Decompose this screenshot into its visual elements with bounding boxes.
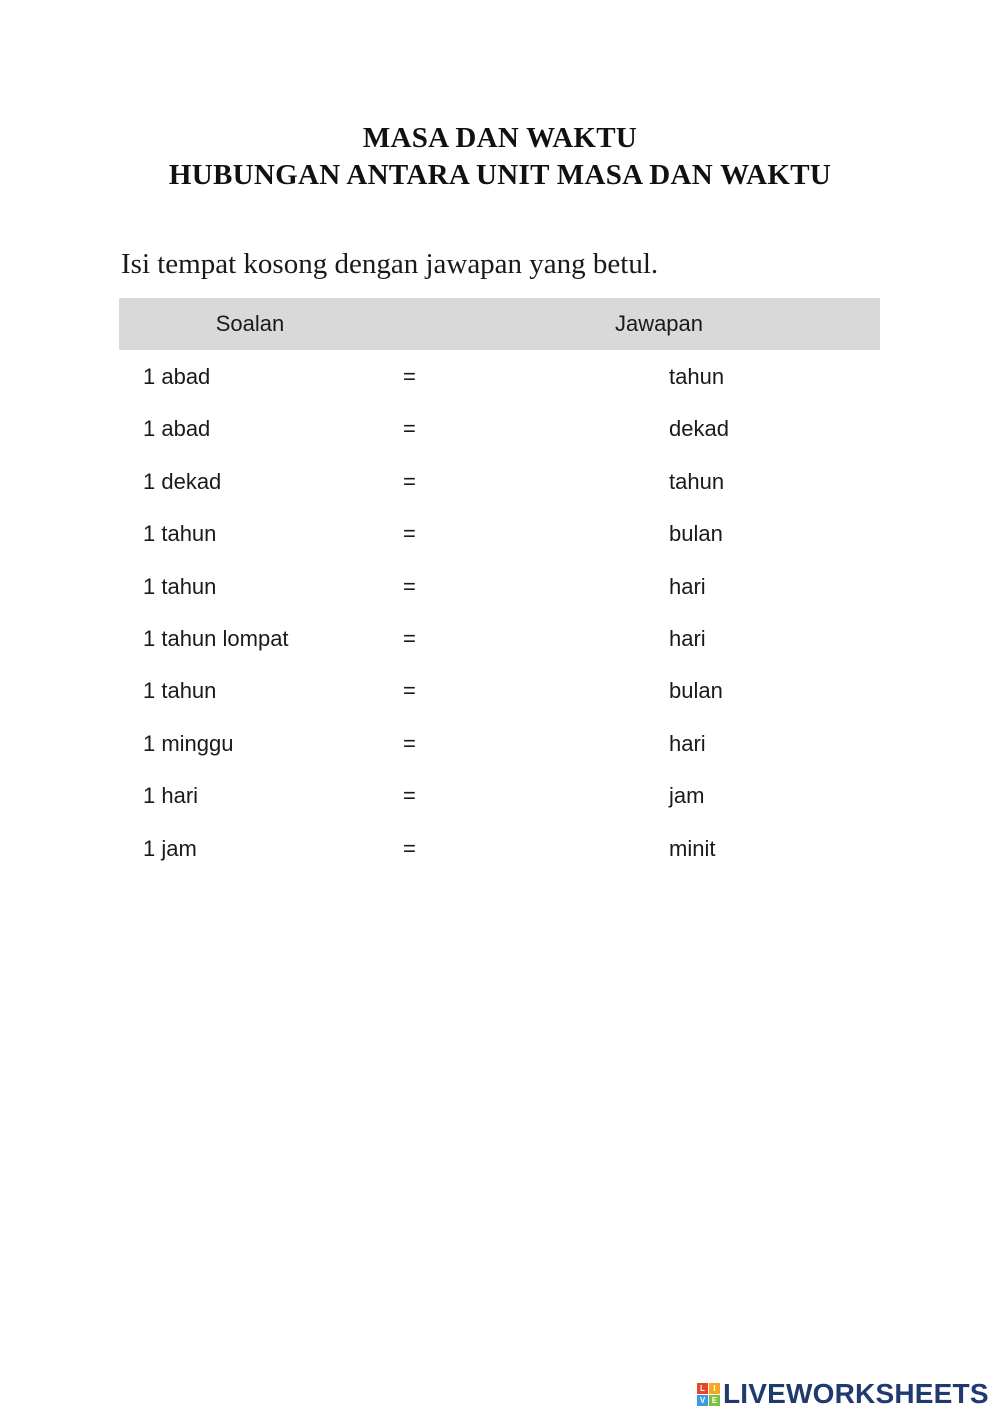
equals-sign: = [403,835,416,861]
table-row [0,402,1000,454]
logo-text: LIVEWORKSHEETS [723,1378,989,1409]
table-row [0,612,1000,664]
table-row [0,455,1000,507]
answer-unit: tahun [669,364,725,389]
equals-sign: = [403,783,416,809]
liveworksheets-logo [697,1378,989,1410]
equals-sign: = [403,625,416,651]
table-row [0,822,1000,874]
question-text: 1 dekad [143,468,222,494]
table-row [0,717,1000,769]
question-text: 1 jam [143,835,197,861]
equals-sign: = [403,364,416,389]
question-text: 1 abad [143,364,211,389]
equals-sign: = [403,678,416,704]
header-jawapan: Jawapan [614,311,704,336]
question-text: 1 hari [143,783,199,809]
equals-sign: = [403,416,416,442]
question-table [0,350,1000,874]
header-soalan: Soalan [215,311,285,336]
answer-unit: bulan [669,678,723,704]
logo-mark-letter: E [709,1395,720,1406]
answer-unit: hari [669,730,706,756]
table-row [0,350,1000,402]
answer-unit: bulan [669,521,723,547]
page-subtitle: HUBUNGAN ANTARA UNIT MASA DAN WAKTU [168,159,832,191]
question-text: 1 minggu [143,730,234,756]
page-title: MASA DAN WAKTU [362,122,638,154]
answer-unit: hari [669,573,706,599]
answer-unit: minit [669,835,716,861]
table-row [0,507,1000,559]
table-row [0,664,1000,716]
question-text: 1 tahun lompat [143,625,289,651]
table-row [0,560,1000,612]
logo-mark-letter: L [697,1383,708,1394]
answer-unit: dekad [669,416,729,442]
equals-sign: = [403,468,416,494]
question-text: 1 tahun [143,521,217,547]
equals-sign: = [403,730,416,756]
answer-unit: hari [669,625,706,651]
question-text: 1 tahun [143,678,217,704]
logo-mark-letter: I [709,1383,720,1394]
logo-mark-letter: V [697,1395,708,1406]
equals-sign: = [403,573,416,599]
answer-unit: jam [669,783,705,809]
question-text: 1 tahun [143,573,217,599]
liveworksheets-logo-icon [697,1383,720,1406]
table-row [0,769,1000,821]
table-header [119,298,880,350]
instruction-text: Isi tempat kosong dengan jawapan yang betul. [121,248,659,280]
question-text: 1 abad [143,416,211,442]
equals-sign: = [403,521,416,547]
answer-unit: tahun [669,468,725,494]
